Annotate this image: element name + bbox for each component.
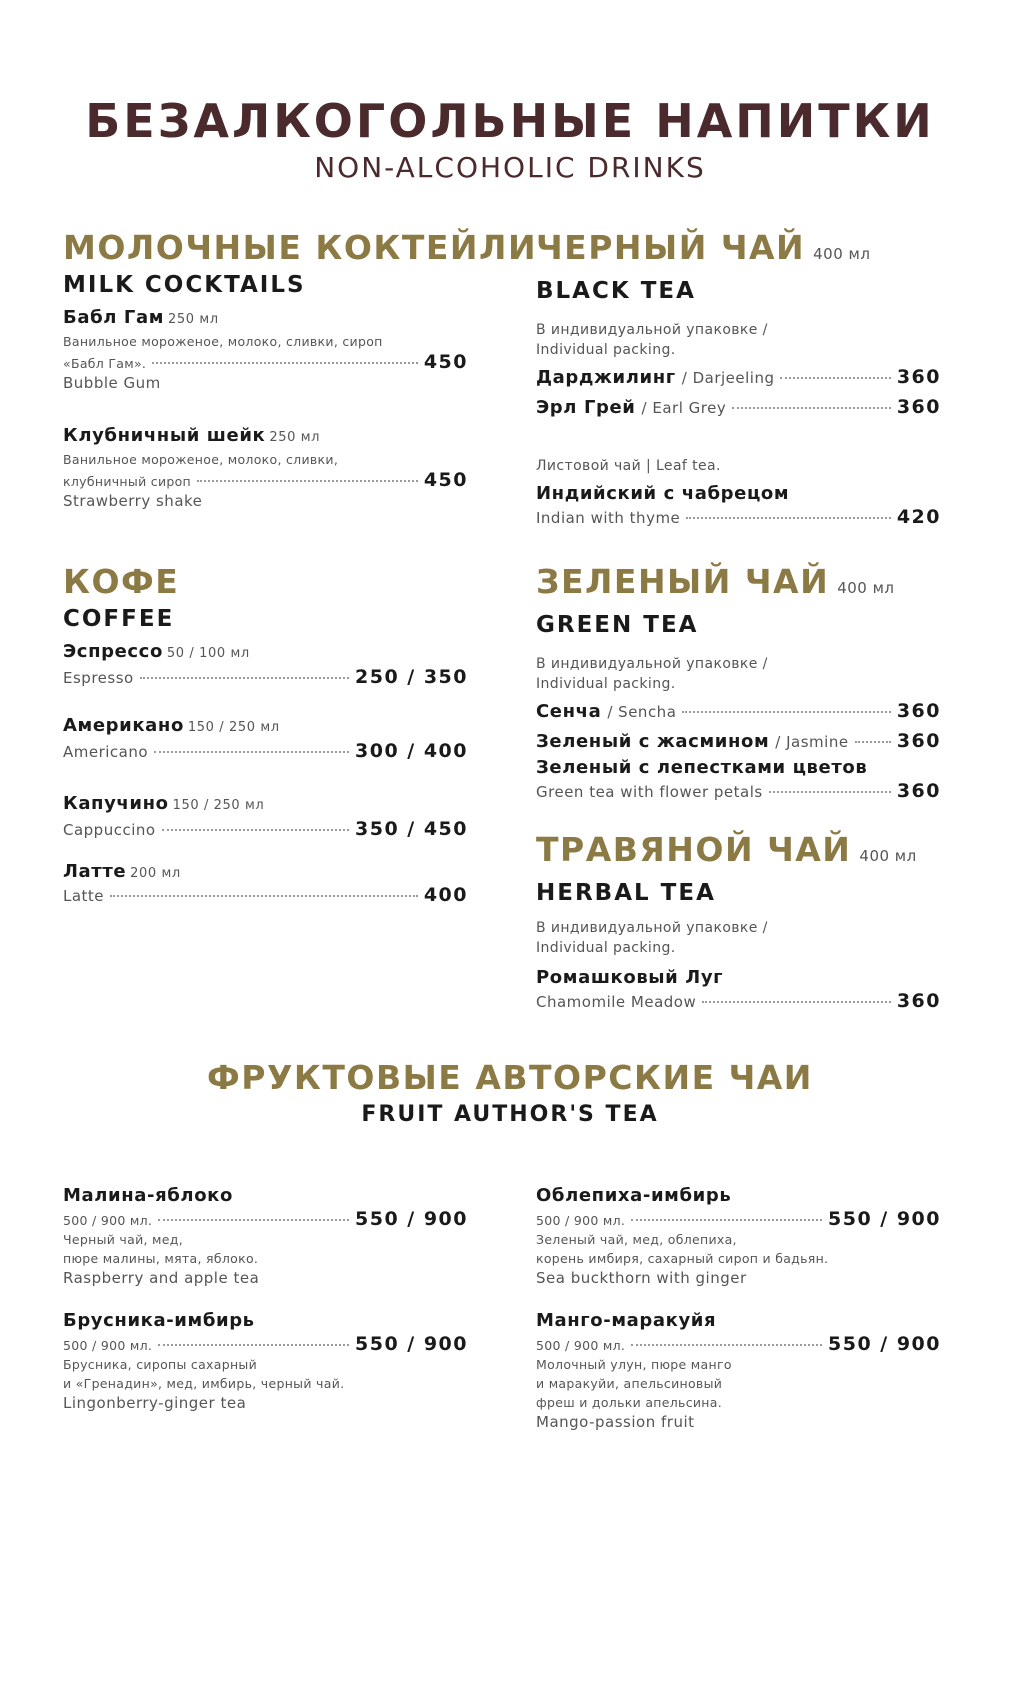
item-price: 250 / 350: [355, 666, 468, 688]
item-volume: 500 / 900 мл.: [536, 1213, 626, 1228]
item-name-en: / Sencha: [607, 703, 677, 721]
menu-item: [536, 700, 941, 724]
menu-item: [63, 640, 468, 688]
item-price: 360: [896, 990, 941, 1012]
section-coffee: [63, 562, 468, 636]
note-line: В индивидуальной упаковке /: [536, 920, 768, 936]
note-line: Листовой чай | Leaf tea.: [536, 458, 721, 474]
menu-item: [536, 1309, 941, 1432]
item-description: Зеленый чай, мед, облепиха,: [536, 1232, 737, 1247]
item-description: и маракуйи, апельсиновый: [536, 1376, 723, 1391]
section-volume: 400 мл: [837, 579, 895, 597]
page-subtitle: NON-ALCOHOLIC DRINKS: [314, 151, 706, 184]
menu-item: [536, 396, 941, 420]
item-price: 300 / 400: [355, 740, 468, 762]
packing-note: [536, 654, 941, 694]
item-price: 350 / 450: [355, 818, 468, 840]
item-price: 360: [896, 396, 941, 418]
item-volume: 50 / 100 мл: [166, 646, 250, 661]
dot-leader: [702, 1001, 891, 1003]
dot-leader: [162, 829, 349, 831]
item-name-en: Chamomile Meadow: [536, 993, 697, 1011]
item-volume: 200 мл: [130, 866, 181, 881]
note-line: В индивидуальной упаковке /: [536, 656, 768, 672]
item-name-en: Mango-passion fruit: [536, 1413, 695, 1431]
item-description: корень имбиря, сахарный сироп и бадьян.: [536, 1251, 829, 1266]
note-line: Individual packing.: [536, 940, 676, 956]
section-volume: 400 мл: [859, 847, 917, 865]
dot-leader: [110, 895, 418, 897]
menu-item: [63, 306, 468, 393]
section-title-en: FRUIT AUTHOR'S TEA: [361, 1102, 659, 1127]
item-price: 550 / 900: [828, 1333, 941, 1355]
item-name: Манго-маракуйя: [536, 1310, 717, 1331]
item-description: Ванильное мороженое, молоко, сливки, сироп: [63, 334, 383, 349]
item-name-en: / Jasmine: [775, 733, 849, 751]
menu-item: [63, 862, 468, 906]
section-title-ru: МОЛОЧНЫЕ КОКТЕЙЛИ: [63, 228, 538, 267]
item-volume: 500 / 900 мл.: [536, 1338, 626, 1353]
page-title: БЕЗАЛКОГОЛЬНЫЕ НАПИТКИ: [85, 94, 935, 148]
item-name: Зеленый с лепестками цветов: [536, 757, 868, 778]
item-price: 360: [896, 730, 941, 752]
item-name-en: Strawberry shake: [63, 492, 203, 510]
section-herbal-tea: [536, 830, 941, 910]
dot-leader: [631, 1344, 822, 1346]
item-name-en: Americano: [63, 743, 149, 761]
item-price: 420: [896, 506, 941, 528]
dot-leader: [686, 517, 891, 519]
menu-item: [536, 366, 941, 390]
leaf-tea-note: [536, 456, 941, 476]
section-volume: 400 мл: [813, 245, 871, 263]
item-name: Американо: [63, 715, 184, 736]
item-description: Брусника, сиропы сахарный: [63, 1357, 258, 1372]
item-name: Зеленый с жасмином: [536, 731, 770, 752]
section-fruit-tea: [0, 1058, 1020, 1132]
item-description: «Бабл Гам».: [63, 356, 147, 371]
section-black-tea: [536, 228, 941, 308]
section-green-tea: [536, 562, 941, 642]
item-name-en: Cappuccino: [63, 821, 156, 839]
item-volume: 150 / 250 мл: [172, 798, 265, 813]
section-title-ru: ТРАВЯНОЙ ЧАЙ: [536, 830, 852, 869]
packing-note: [536, 918, 941, 958]
dot-leader: [158, 1219, 349, 1221]
section-title-ru: КОФЕ: [63, 562, 180, 601]
dot-leader: [769, 791, 891, 793]
note-line: Individual packing.: [536, 342, 676, 358]
dot-leader: [855, 741, 891, 743]
item-price: 550 / 900: [355, 1333, 468, 1355]
menu-item: [536, 966, 941, 1012]
dot-leader: [152, 362, 418, 364]
item-name-en: Indian with thyme: [536, 509, 681, 527]
menu-item: [63, 1309, 468, 1413]
item-name: Эрл Грей: [536, 397, 636, 418]
dot-leader: [158, 1344, 349, 1346]
item-volume: 250 мл: [269, 430, 321, 445]
menu-item: [536, 756, 941, 802]
item-name: Бабл Гам: [63, 307, 165, 328]
item-price: 450: [423, 469, 468, 491]
item-description: клубничный сироп: [63, 474, 192, 489]
section-milk-cocktails: [63, 228, 538, 302]
item-description: Черный чай, мед,: [63, 1232, 183, 1247]
dot-leader: [631, 1219, 822, 1221]
note-line: В индивидуальной упаковке /: [536, 322, 768, 338]
item-description: фреш и дольки апельсина.: [536, 1395, 722, 1410]
item-name: Брусника-имбирь: [63, 1310, 255, 1331]
item-name-en: Green tea with flower petals: [536, 783, 763, 801]
item-name: Клубничный шейк: [63, 425, 266, 446]
item-price: 360: [896, 366, 941, 388]
item-name: Индийский с чабрецом: [536, 483, 790, 504]
section-title-en: GREEN TEA: [536, 612, 699, 638]
dot-leader: [154, 751, 349, 753]
packing-note: [536, 320, 941, 360]
item-name-en: Raspberry and apple tea: [63, 1269, 260, 1287]
item-name-en: Latte: [63, 887, 105, 905]
item-name-en: Lingonberry-ginger tea: [63, 1394, 247, 1412]
item-description: пюре малины, мята, яблоко.: [63, 1251, 259, 1266]
dot-leader: [732, 407, 891, 409]
dot-leader: [140, 677, 349, 679]
section-title-en: HERBAL TEA: [536, 880, 716, 906]
item-name-en: / Earl Grey: [641, 399, 727, 417]
item-price: 550 / 900: [828, 1208, 941, 1230]
menu-item: [63, 1184, 468, 1288]
note-line: Individual packing.: [536, 676, 676, 692]
item-price: 450: [423, 351, 468, 373]
dot-leader: [197, 480, 418, 482]
item-volume: 150 / 250 мл: [187, 720, 280, 735]
section-title-en: MILK COCKTAILS: [63, 272, 306, 298]
item-price: 400: [423, 884, 468, 906]
item-price: 550 / 900: [355, 1208, 468, 1230]
item-name-en: / Darjeeling: [681, 369, 775, 387]
item-volume: 500 / 900 мл.: [63, 1338, 153, 1353]
menu-item: [63, 714, 468, 762]
section-title-en: BLACK TEA: [536, 278, 696, 304]
item-name: Латте: [63, 861, 127, 882]
section-title-ru: ЧЕРНЫЙ ЧАЙ: [536, 228, 806, 267]
page-header: [0, 92, 1020, 186]
menu-item: [536, 1184, 941, 1288]
item-name-en: Espresso: [63, 669, 134, 687]
item-volume: 500 / 900 мл.: [63, 1213, 153, 1228]
item-name: Ромашковый Луг: [536, 967, 724, 988]
item-name: Эспрессо: [63, 641, 163, 662]
item-name: Сенча: [536, 701, 602, 722]
item-description: Ванильное мороженое, молоко, сливки,: [63, 452, 339, 467]
item-description: Молочный улун, пюре манго: [536, 1357, 732, 1372]
menu-item: [536, 482, 941, 528]
menu-item: [63, 792, 468, 840]
section-title-en: COFFEE: [63, 606, 175, 632]
item-name: Малина-яблоко: [63, 1185, 233, 1206]
section-title-ru: ФРУКТОВЫЕ АВТОРСКИЕ ЧАИ: [207, 1058, 813, 1097]
item-name: Дарджилинг: [536, 367, 676, 388]
item-name-en: Bubble Gum: [63, 374, 161, 392]
section-title-ru: ЗЕЛЕНЫЙ ЧАЙ: [536, 562, 830, 601]
item-description: и «Гренадин», мед, имбирь, черный чай.: [63, 1376, 345, 1391]
item-price: 360: [896, 700, 941, 722]
menu-item: [536, 730, 941, 754]
dot-leader: [780, 377, 890, 379]
item-name: Облепиха-имбирь: [536, 1185, 732, 1206]
dot-leader: [682, 711, 890, 713]
item-volume: 250 мл: [168, 312, 219, 327]
item-name: Капучино: [63, 793, 169, 814]
item-name-en: Sea buckthorn with ginger: [536, 1269, 747, 1287]
menu-item: [63, 424, 468, 511]
item-price: 360: [896, 780, 941, 802]
